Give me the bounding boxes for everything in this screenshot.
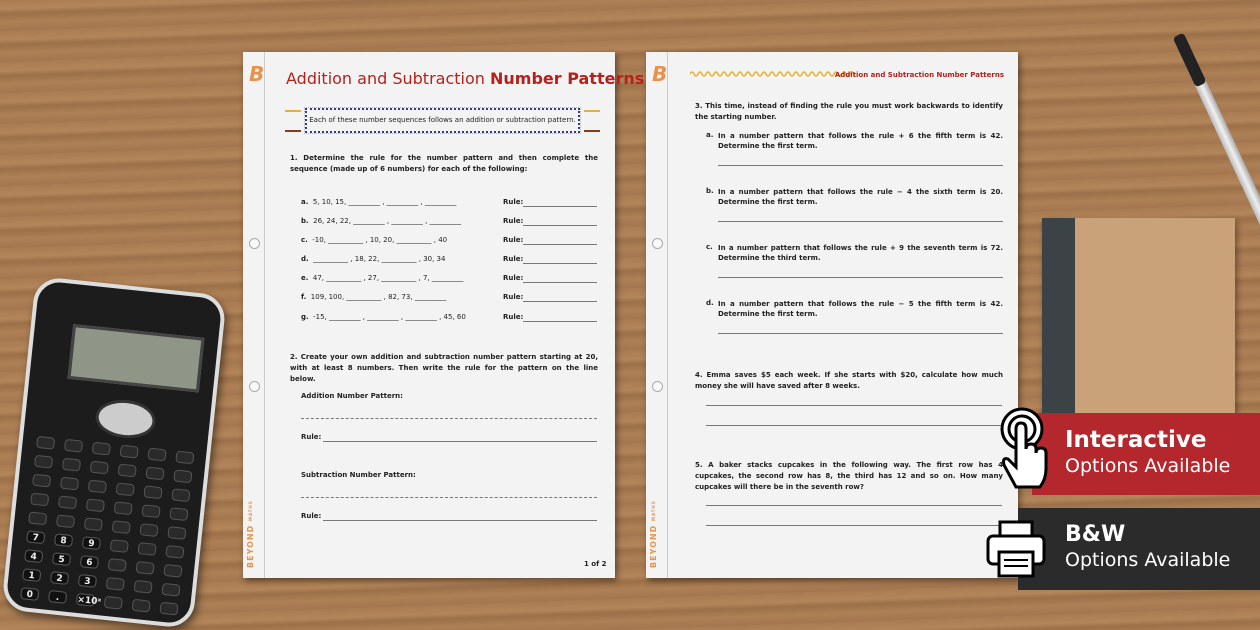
punch-hole: [652, 381, 663, 392]
item-label: c.: [301, 236, 308, 244]
calculator-key[interactable]: [173, 469, 192, 483]
calculator-key[interactable]: [120, 445, 139, 459]
title-regular: Addition and Subtraction: [286, 69, 490, 88]
item-label: d.: [301, 255, 309, 263]
worksheet-page-2: [646, 52, 1018, 578]
subtraction-heading: Subtraction Number Pattern:: [301, 471, 416, 479]
calculator-digit-key[interactable]: 3: [78, 574, 97, 588]
brand-logo: B: [652, 62, 668, 86]
item-label: b.: [706, 187, 714, 195]
calculator-key[interactable]: [167, 526, 186, 540]
item-label: c.: [706, 243, 713, 251]
calculator-digit-key[interactable]: 9: [82, 536, 101, 550]
rule-label: Rule:: [301, 512, 322, 520]
question-2: 2. Create your own addition and subtraction number pattern starting at 20, with at least 8 numbers. Then write the rule for the pattern on the line below.: [290, 353, 598, 383]
brand-sub: MATHS: [248, 500, 253, 521]
calculator-digit-key[interactable]: 5: [52, 552, 71, 566]
calculator-key[interactable]: [175, 451, 194, 465]
answer-line[interactable]: [718, 165, 1003, 166]
brand-name: BEYOND: [246, 524, 255, 568]
interactive-title: Interactive: [1065, 427, 1207, 453]
page-header: Addition and Subtraction Number Patterns: [834, 71, 1004, 79]
answer-line[interactable]: [706, 405, 1002, 406]
item-text: In a number pattern that follows the rule − 5 the fifth term is 42.: [718, 300, 1003, 308]
calculator-key[interactable]: [64, 439, 83, 453]
item-label: b.: [301, 217, 309, 225]
calculator-key[interactable]: [165, 545, 184, 559]
calculator-key[interactable]: [134, 580, 153, 594]
item-sequence: -10, __________ , 10, 20, __________ , 40: [312, 236, 448, 244]
item-label: g.: [301, 313, 309, 321]
calculator-key[interactable]: [108, 558, 127, 572]
item-label: f.: [301, 293, 307, 301]
intro-box: [305, 108, 580, 133]
calculator-key[interactable]: [60, 477, 79, 491]
calculator-key[interactable]: [136, 561, 155, 575]
punch-hole: [652, 238, 663, 249]
touch-hand-icon: [996, 405, 1054, 500]
calculator-key[interactable]: [90, 461, 109, 475]
page-title: [286, 69, 644, 88]
question-4: 4. Emma saves $5 each week. If she starts with $20, calculate how much money she will have saved after 8 weeks.: [695, 371, 1003, 390]
calculator-digit-key[interactable]: 2: [50, 571, 69, 585]
calculator-key[interactable]: [58, 496, 77, 510]
printer-icon: [985, 518, 1047, 580]
calculator-key[interactable]: [106, 577, 125, 591]
calculator-digit-key[interactable]: 0: [20, 587, 39, 601]
sequence-item: [301, 236, 447, 244]
calculator-digit-key[interactable]: 7: [26, 530, 45, 544]
calculator-key[interactable]: [56, 514, 75, 528]
sequence-item: [301, 198, 456, 206]
rule-label: Rule:: [503, 255, 524, 263]
rule-label: Rule:: [503, 236, 524, 244]
rule-answer-line[interactable]: [323, 520, 597, 521]
calculator-key[interactable]: [110, 539, 129, 553]
calculator-key[interactable]: [169, 507, 188, 521]
brand-wordmark: [246, 500, 255, 568]
calculator-key[interactable]: [84, 517, 103, 531]
calculator-key[interactable]: [140, 523, 159, 537]
item-label: e.: [301, 274, 309, 282]
item-label: a.: [301, 198, 309, 206]
item-sequence: 26, 24, 22, _________ , _________ , _________: [313, 217, 462, 225]
item-label: a.: [706, 131, 714, 139]
interactive-options-banner[interactable]: [1032, 413, 1260, 495]
calculator-key[interactable]: [138, 542, 157, 556]
title-bold: Number Patterns: [489, 69, 645, 88]
brand-logo: B: [249, 62, 265, 86]
calculator-key[interactable]: [141, 504, 160, 518]
item-label: d.: [706, 299, 714, 307]
question-3: 3. This time, instead of finding the rule you must work backwards to identify the starting number.: [695, 102, 1003, 121]
calculator-key[interactable]: [171, 488, 190, 502]
rule-label: Rule:: [503, 293, 524, 301]
sequence-item: [301, 217, 461, 225]
answer-line[interactable]: [706, 525, 1002, 526]
brand-name: BEYOND: [649, 524, 658, 568]
item-subtext: Determine the first term.: [718, 142, 818, 150]
calculator-digit-key[interactable]: .: [48, 590, 67, 604]
answer-line[interactable]: [718, 221, 1003, 222]
rule-label: Rule:: [503, 217, 524, 225]
item-sequence: -15, _________ , _________ , _________ , 45, 60: [313, 313, 466, 321]
calculator-key[interactable]: [62, 458, 81, 472]
interactive-subtitle: Options Available: [1065, 455, 1231, 477]
question-5: 5. A baker stacks cupcakes in the following way. The first row has 4 cupcakes, the second row has 8, the third has 12 and so on. How many cupcakes will there be in the seventh row?: [695, 461, 1003, 491]
calculator-digit-key[interactable]: 8: [54, 533, 73, 547]
wave-decoration-icon: [690, 70, 855, 78]
calculator-digit-key[interactable]: 4: [24, 549, 43, 563]
item-sequence: 47, __________ , 27, __________ , 7, _________: [312, 274, 464, 282]
calculator-key[interactable]: [118, 464, 137, 478]
item-text: In a number pattern that follows the rule + 9 the seventh term is 72.: [718, 244, 1003, 252]
rule-answer-line[interactable]: [523, 301, 597, 302]
calculator-key[interactable]: [163, 564, 182, 578]
calculator-key[interactable]: [92, 442, 111, 456]
rule-label: Rule:: [503, 313, 524, 321]
rule-answer-line[interactable]: [523, 206, 597, 207]
brand-sub: MATHS: [651, 500, 656, 521]
calculator-key[interactable]: [104, 596, 123, 610]
addition-heading: Addition Number Pattern:: [301, 392, 403, 400]
calculator-key[interactable]: [132, 599, 151, 613]
calculator-digit-key[interactable]: 1: [22, 568, 41, 582]
punch-hole: [249, 238, 260, 249]
rule-answer-line[interactable]: [523, 244, 597, 245]
rule-label: Rule:: [301, 433, 322, 441]
sequence-item: [301, 313, 466, 321]
calculator-digit-key[interactable]: ×10ˣ: [76, 593, 95, 607]
calculator-key[interactable]: [34, 455, 53, 469]
punch-hole: [249, 381, 260, 392]
calculator-key[interactable]: [147, 448, 166, 462]
sequence-item: [301, 274, 463, 282]
addition-pattern-blanks[interactable]: [301, 418, 597, 419]
calculator-key[interactable]: [143, 485, 162, 499]
item-text: In a number pattern that follows the rule − 4 the sixth term is 20.: [718, 188, 1003, 196]
item-subtext: Determine the first term.: [718, 198, 818, 206]
sequence-item: [301, 293, 446, 301]
calculator-digit-key[interactable]: 6: [80, 555, 99, 569]
wave-right-icon: [584, 110, 600, 132]
calculator-dpad: [94, 397, 158, 441]
rule-answer-line[interactable]: [323, 441, 597, 442]
intro-text: Each of these number sequences follows an addition or subtraction pattern.: [309, 116, 576, 124]
brand-wordmark: [649, 500, 658, 568]
calculator-key[interactable]: [114, 501, 133, 515]
rule-label: Rule:: [503, 198, 524, 206]
rule-answer-line[interactable]: [523, 225, 597, 226]
calculator-key[interactable]: [88, 480, 107, 494]
rule-answer-line[interactable]: [523, 282, 597, 283]
subtraction-pattern-blanks[interactable]: [301, 497, 597, 498]
calculator-key[interactable]: [30, 493, 49, 507]
worksheet-page-1: [243, 52, 645, 578]
sequence-item: [301, 255, 445, 263]
calculator: [1, 276, 227, 629]
rule-answer-line[interactable]: [523, 263, 597, 264]
item-subtext: Determine the first term.: [718, 310, 818, 318]
question-1: 1. Determine the rule for the number pattern and then complete the sequence (made up of 6 numbers) for each of the following:: [290, 154, 598, 173]
calculator-key[interactable]: [116, 482, 135, 496]
item-sequence: 5, 10, 15, _________ , _________ , _________: [312, 198, 457, 206]
page-number: 1 of 2: [584, 560, 607, 568]
item-subtext: Determine the third term.: [718, 254, 821, 262]
calculator-key[interactable]: [36, 436, 55, 450]
item-sequence: __________ , 18, 22, __________ , 30, 34: [313, 255, 446, 263]
wave-left-icon: [285, 110, 301, 132]
answer-line[interactable]: [706, 505, 1002, 506]
bw-subtitle: Options Available: [1065, 549, 1231, 571]
notebook: [1042, 218, 1235, 423]
calculator-key[interactable]: [86, 498, 105, 512]
answer-line[interactable]: [718, 277, 1003, 278]
rule-label: Rule:: [503, 274, 524, 282]
item-text: In a number pattern that follows the rule + 6 the fifth term is 42.: [718, 132, 1003, 140]
calculator-key[interactable]: [112, 520, 131, 534]
calculator-key[interactable]: [145, 466, 164, 480]
answer-line[interactable]: [718, 333, 1003, 334]
calculator-key[interactable]: [32, 474, 51, 488]
answer-line[interactable]: [706, 425, 1002, 426]
calculator-key[interactable]: [159, 602, 178, 616]
calculator-screen: [67, 324, 204, 392]
item-sequence: 109, 100, __________ , 82, 73, _________: [310, 293, 447, 301]
rule-answer-line[interactable]: [523, 321, 597, 322]
calculator-key[interactable]: [161, 583, 180, 597]
bw-title: B&W: [1065, 522, 1126, 547]
bw-options-banner[interactable]: [1018, 508, 1260, 590]
calculator-key[interactable]: [28, 511, 47, 525]
